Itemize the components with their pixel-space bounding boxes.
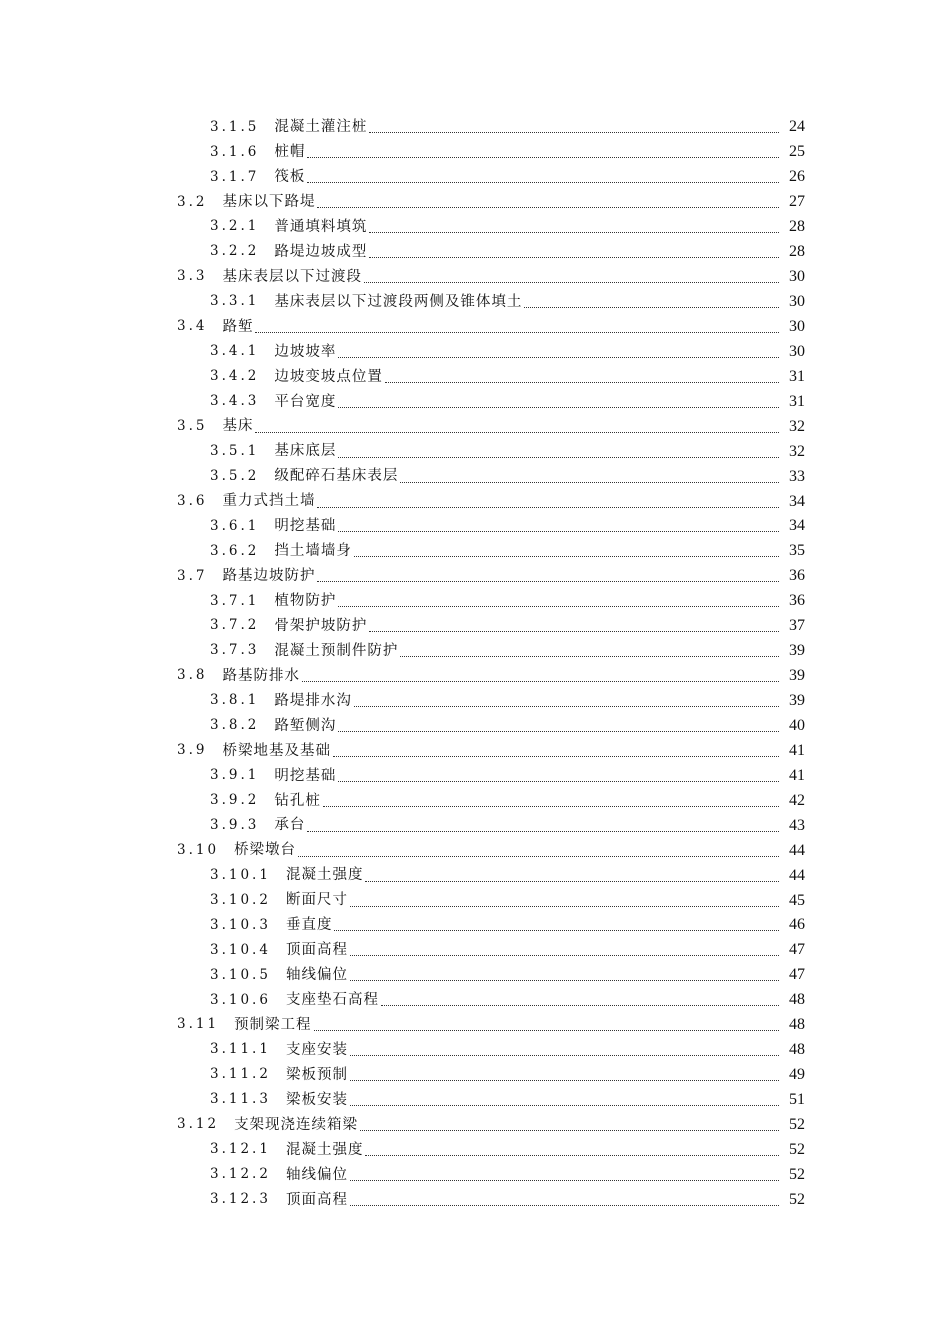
toc-entry-number: 3.4 (177, 318, 208, 335)
toc-page-number: 41 (789, 741, 805, 759)
dot-leader (255, 331, 779, 333)
dot-leader (350, 954, 779, 956)
toc-entry[interactable] (0, 439, 950, 464)
toc-entry-title: 植物防护 (274, 593, 337, 610)
dot-leader (314, 1029, 779, 1031)
dot-leader (323, 805, 779, 807)
dot-leader (365, 880, 779, 882)
toc-page-number: 25 (789, 143, 805, 161)
toc-entry-number: 3.10.4 (210, 941, 271, 958)
toc-entry-title: 预制梁工程 (234, 1016, 312, 1033)
dot-leader (400, 481, 779, 483)
dot-leader (338, 406, 779, 408)
toc-entry-number: 3.12 (177, 1116, 220, 1133)
toc-entry-title: 桩帽 (274, 144, 306, 161)
toc-entry-title: 桥梁地基及基础 (222, 742, 331, 759)
toc-page-number: 36 (789, 592, 805, 610)
toc-page-number: 30 (789, 293, 805, 311)
toc-page-number: 28 (789, 218, 805, 236)
toc-page-number: 52 (789, 1140, 805, 1158)
toc-page-number: 52 (789, 1165, 805, 1183)
dot-leader (334, 929, 779, 931)
toc-entry-number: 3.11.2 (210, 1066, 271, 1083)
toc-entry-number: 3.1.7 (210, 168, 260, 185)
toc-entry[interactable] (0, 1088, 950, 1113)
toc-entry-title: 挡土墙墙身 (274, 543, 352, 560)
toc-entry[interactable] (0, 714, 950, 739)
toc-entry-title: 轴线偏位 (285, 1166, 348, 1183)
toc-entry[interactable] (0, 763, 950, 788)
toc-entry-title: 路堤边坡成型 (274, 243, 368, 260)
toc-entry[interactable] (0, 913, 950, 938)
toc-entry[interactable] (0, 863, 950, 888)
toc-page-number: 30 (789, 317, 805, 335)
toc-entry-number: 3.6.2 (210, 542, 260, 559)
toc-page-number: 34 (789, 517, 805, 535)
toc-entry[interactable] (0, 988, 950, 1013)
dot-leader (400, 655, 779, 657)
toc-page-number: 40 (789, 716, 805, 734)
toc-entry-number: 3.10.1 (210, 866, 271, 883)
toc-page-number: 30 (789, 342, 805, 360)
toc-entry-title: 基床表层以下过渡段两侧及锥体填土 (274, 293, 523, 310)
toc-entry[interactable] (0, 589, 950, 614)
toc-entry-number: 3.3.1 (210, 293, 260, 310)
toc-entry-title: 支座安装 (285, 1041, 348, 1058)
toc-page-number: 36 (789, 567, 805, 585)
dot-leader (369, 256, 779, 258)
dot-leader (369, 231, 779, 233)
toc-entry[interactable] (0, 315, 950, 340)
toc-entry-title: 普通填料填筑 (274, 218, 368, 235)
dot-leader (350, 1054, 779, 1056)
toc-entry-title: 承台 (274, 817, 306, 834)
toc-page-number: 48 (789, 1041, 805, 1059)
toc-entry-number: 3.5 (177, 417, 208, 434)
toc-entry[interactable] (0, 788, 950, 813)
toc-entry[interactable] (0, 140, 950, 165)
toc-page-number: 32 (789, 417, 805, 435)
toc-entry-title: 明挖基础 (274, 518, 337, 535)
toc-entry-title: 明挖基础 (274, 767, 337, 784)
toc-entry[interactable] (0, 1013, 950, 1038)
toc-entry-number: 3.12.3 (210, 1191, 271, 1208)
toc-page-number: 45 (789, 891, 805, 909)
toc-page-number: 27 (789, 193, 805, 211)
toc-entry[interactable] (0, 664, 950, 689)
toc-entry-number: 3.11.3 (210, 1091, 271, 1108)
toc-entry-number: 3.11.1 (210, 1041, 271, 1058)
toc-entry-title: 路基防排水 (222, 667, 300, 684)
toc-entry[interactable] (0, 364, 950, 389)
toc-entry-title: 混凝土灌注桩 (274, 119, 368, 136)
toc-page-number: 49 (789, 1066, 805, 1084)
toc-entry-title: 平台宽度 (274, 393, 337, 410)
toc-entry[interactable] (0, 1137, 950, 1162)
toc-page-number: 28 (789, 243, 805, 261)
toc-entry-title: 梁板安装 (285, 1091, 348, 1108)
toc-page-number: 52 (789, 1190, 805, 1208)
toc-entry-title: 筏板 (274, 169, 306, 186)
dot-leader (350, 1179, 779, 1181)
toc-entry[interactable] (0, 888, 950, 913)
toc-entry-title: 梁板预制 (285, 1066, 348, 1083)
toc-entry-number: 3.10.2 (210, 891, 271, 908)
toc-entry-title: 路堑 (222, 318, 254, 335)
toc-entry-number: 3.1.6 (210, 143, 260, 160)
toc-entry[interactable] (0, 539, 950, 564)
dot-leader (365, 1154, 779, 1156)
dot-leader (369, 630, 779, 632)
toc-entry-number: 3.12.1 (210, 1141, 271, 1158)
toc-page-number: 31 (789, 392, 805, 410)
toc-entry[interactable] (0, 190, 950, 215)
toc-page-number: 33 (789, 467, 805, 485)
toc-entry-number: 3.10.6 (210, 991, 271, 1008)
toc-entry[interactable] (0, 838, 950, 863)
dot-leader (338, 530, 779, 532)
toc-entry-number: 3.8.1 (210, 692, 260, 709)
toc-page-number: 44 (789, 866, 805, 884)
toc-entry-title: 顶面高程 (285, 942, 348, 959)
toc-entry[interactable] (0, 689, 950, 714)
toc-entry-number: 3.7.3 (210, 642, 260, 659)
dot-leader (364, 281, 779, 283)
toc-entry-title: 混凝土强度 (285, 1141, 364, 1158)
toc-page-number: 30 (789, 268, 805, 286)
dot-leader (302, 680, 779, 682)
dot-leader (333, 755, 779, 757)
toc-entry-title: 边坡坡率 (274, 343, 337, 360)
dot-leader (307, 830, 779, 832)
dot-leader (317, 506, 779, 508)
toc-page-number: 24 (789, 118, 805, 136)
toc-page-number: 44 (789, 841, 805, 859)
toc-entry[interactable] (0, 1162, 950, 1187)
toc-page-number: 46 (789, 916, 805, 934)
toc-entry[interactable] (0, 240, 950, 265)
dot-leader (350, 905, 779, 907)
toc-entry-number: 3.4.3 (210, 393, 260, 410)
toc-entry-number: 3.6 (177, 492, 208, 509)
toc-entry-title: 边坡变坡点位置 (274, 368, 383, 385)
dot-leader (350, 1104, 779, 1106)
dot-leader (338, 605, 779, 607)
toc-entry[interactable] (0, 614, 950, 639)
toc-entry[interactable] (0, 414, 950, 439)
toc-entry-number: 3.2.2 (210, 243, 260, 260)
toc-entry-number: 3.9 (177, 742, 208, 759)
toc-entry[interactable] (0, 1038, 950, 1063)
dot-leader (381, 1004, 779, 1006)
toc-entry-number: 3.2.1 (210, 218, 260, 235)
toc-page-number: 41 (789, 766, 805, 784)
dot-leader (369, 131, 779, 133)
dot-leader (255, 431, 779, 433)
toc-page-number: 48 (789, 991, 805, 1009)
toc-entry[interactable] (0, 265, 950, 290)
toc-entry-number: 3.10.5 (210, 966, 271, 983)
toc-entry-number: 3.8.2 (210, 717, 260, 734)
toc-entry-number: 3.9.1 (210, 767, 260, 784)
dot-leader (338, 730, 779, 732)
toc-entry-title: 轴线偏位 (285, 967, 348, 984)
toc-entry-number: 3.2 (177, 193, 208, 210)
toc-entry-title: 支架现浇连续箱梁 (234, 1116, 359, 1133)
dot-leader (360, 1129, 779, 1131)
dot-leader (317, 580, 779, 582)
dot-leader (298, 855, 779, 857)
toc-entry-title: 基床 (222, 418, 254, 435)
toc-entry[interactable] (0, 215, 950, 240)
toc-entry-title: 桥梁墩台 (234, 842, 297, 859)
toc-page-number: 37 (789, 617, 805, 635)
toc-entry-number: 3.8 (177, 667, 208, 684)
toc-entry[interactable] (0, 339, 950, 364)
toc-entry-title: 骨架护坡防护 (274, 617, 368, 634)
toc-entry-title: 混凝土预制件防护 (274, 642, 399, 659)
toc-entry[interactable] (0, 639, 950, 664)
dot-leader (350, 979, 779, 981)
toc-entry[interactable] (0, 738, 950, 763)
dot-leader (317, 206, 779, 208)
toc-entry-number: 3.7.1 (210, 592, 260, 609)
toc-entry-title: 基床底层 (274, 443, 337, 460)
toc-entry-number: 3.5.2 (210, 467, 260, 484)
toc-entry[interactable] (0, 938, 950, 963)
toc-entry-title: 重力式挡土墙 (222, 493, 316, 510)
toc-entry[interactable] (0, 165, 950, 190)
toc-page-number: 39 (789, 667, 805, 685)
toc-page-number: 43 (789, 816, 805, 834)
toc-entry[interactable] (0, 1063, 950, 1088)
toc-entry-number: 3.7.2 (210, 617, 260, 634)
dot-leader (385, 381, 779, 383)
toc-entry[interactable] (0, 464, 950, 489)
toc-entry[interactable] (0, 389, 950, 414)
dot-leader (338, 780, 779, 782)
toc-entry[interactable] (0, 963, 950, 988)
dot-leader (307, 181, 779, 183)
toc-entry-number: 3.11 (177, 1016, 220, 1033)
toc-entry-number: 3.12.2 (210, 1166, 271, 1183)
dot-leader (307, 156, 779, 158)
toc-entry[interactable] (0, 1113, 950, 1138)
toc-entry-title: 垂直度 (285, 917, 333, 934)
dot-leader (354, 705, 779, 707)
toc-entry-number: 3.4.1 (210, 343, 260, 360)
toc-entry-title: 基床表层以下过渡段 (222, 268, 362, 285)
dot-leader (350, 1079, 779, 1081)
toc-entry[interactable] (0, 514, 950, 539)
toc-entry-number: 3.9.2 (210, 792, 260, 809)
toc-entry[interactable] (0, 1187, 950, 1212)
toc-entry-number: 3.5.1 (210, 442, 260, 459)
toc-page-number: 32 (789, 442, 805, 460)
toc-entry-title: 路堑侧沟 (274, 717, 337, 734)
toc-entry-title: 路基边坡防护 (222, 568, 316, 585)
toc-entry-number: 3.6.1 (210, 517, 260, 534)
toc-entry-title: 级配碎石基床表层 (274, 468, 399, 485)
toc-entry-title: 钻孔桩 (274, 792, 321, 809)
toc-entry-number: 3.9.3 (210, 816, 260, 833)
toc-entry-title: 基床以下路堤 (222, 194, 316, 211)
toc-entry-number: 3.1.5 (210, 118, 260, 135)
toc-page-number: 48 (789, 1016, 805, 1034)
table-of-contents (0, 115, 950, 1212)
toc-entry[interactable] (0, 489, 950, 514)
dot-leader (338, 356, 779, 358)
toc-entry-number: 3.3 (177, 268, 208, 285)
toc-entry-title: 混凝土强度 (285, 867, 364, 884)
toc-page-number: 47 (789, 966, 805, 984)
toc-entry[interactable] (0, 290, 950, 315)
toc-page-number: 51 (789, 1091, 805, 1109)
toc-page-number: 35 (789, 542, 805, 560)
toc-page-number: 34 (789, 492, 805, 510)
toc-entry-number: 3.4.2 (210, 368, 260, 385)
toc-entry[interactable] (0, 115, 950, 140)
toc-page-number: 47 (789, 941, 805, 959)
toc-page-number: 39 (789, 692, 805, 710)
toc-entry[interactable] (0, 813, 950, 838)
dot-leader (354, 555, 779, 557)
toc-page-number: 39 (789, 642, 805, 660)
toc-entry-title: 顶面高程 (285, 1191, 348, 1208)
dot-leader (350, 1204, 779, 1206)
toc-page-number: 31 (789, 367, 805, 385)
dot-leader (338, 456, 779, 458)
toc-entry-title: 断面尺寸 (285, 892, 348, 909)
toc-entry-number: 3.10 (177, 841, 220, 858)
toc-entry[interactable] (0, 564, 950, 589)
toc-entry-title: 支座垫石高程 (285, 992, 379, 1009)
toc-page-number: 42 (789, 791, 805, 809)
toc-page-number: 26 (789, 168, 805, 186)
toc-entry-number: 3.10.3 (210, 916, 271, 933)
dot-leader (524, 306, 779, 308)
toc-entry-number: 3.7 (177, 567, 208, 584)
toc-entry-title: 路堤排水沟 (274, 692, 352, 709)
toc-page-number: 52 (789, 1115, 805, 1133)
